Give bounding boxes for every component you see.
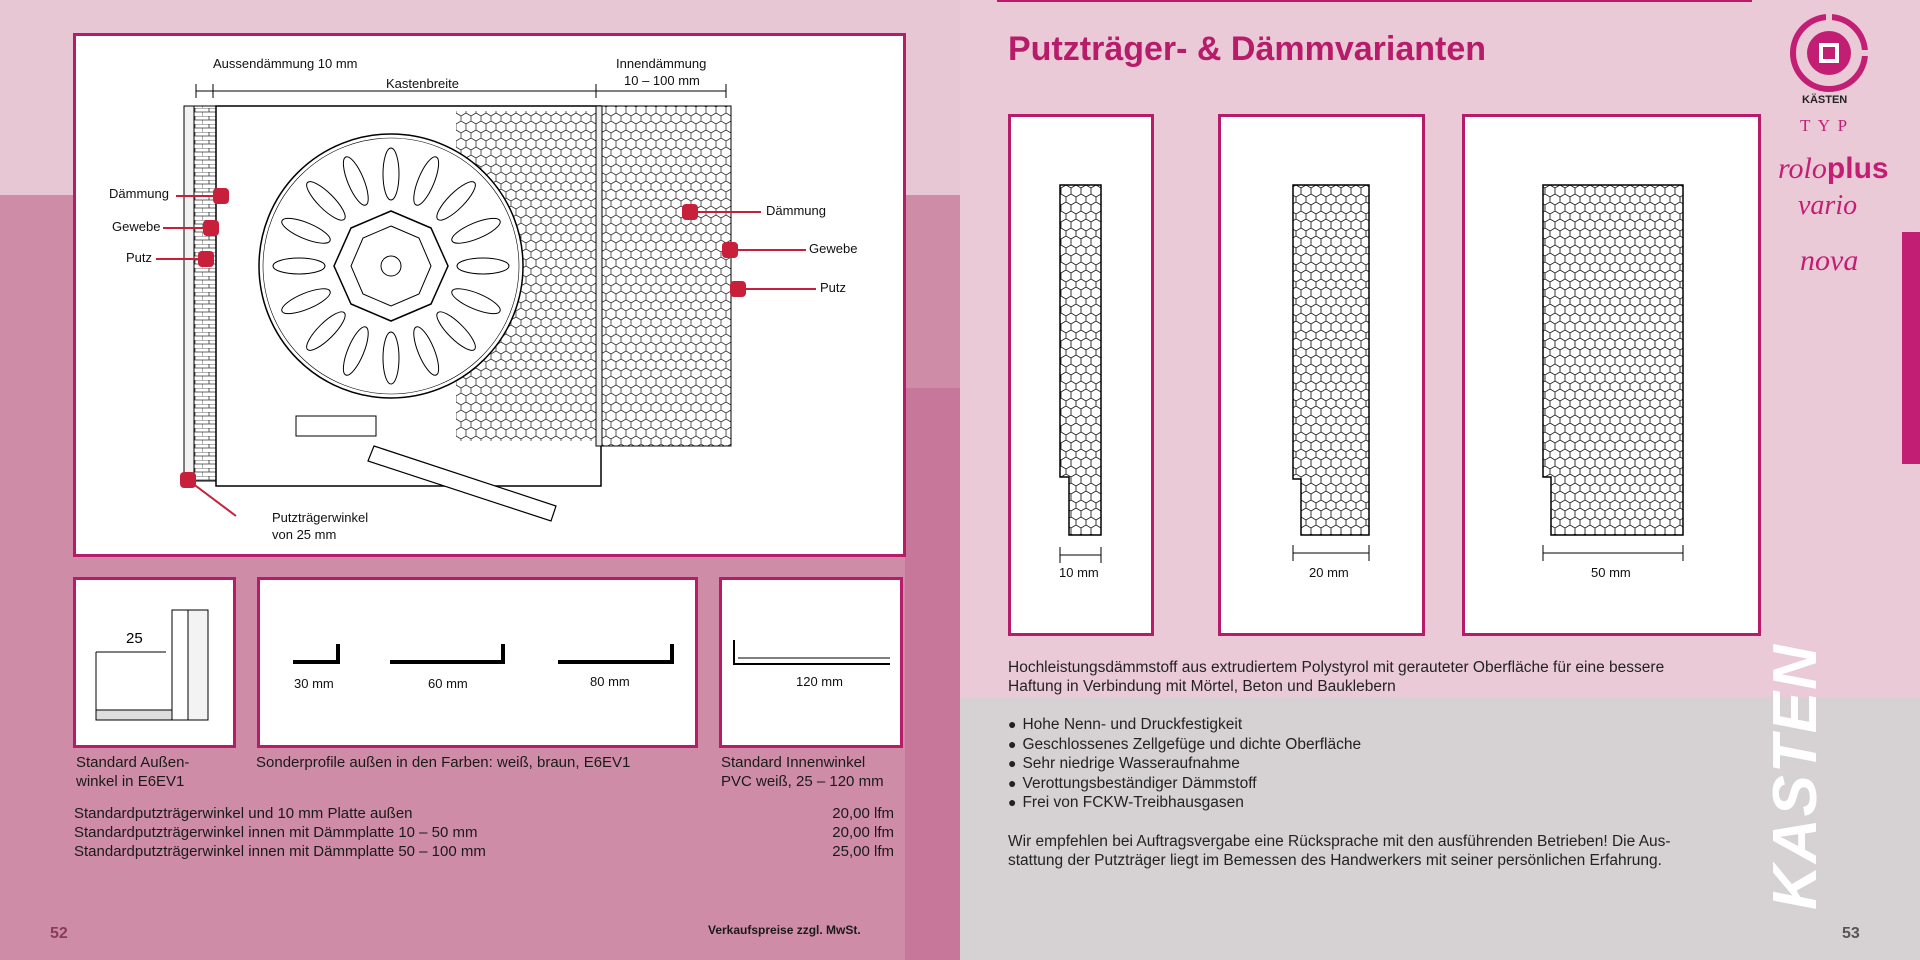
brand-vario: vario (1798, 190, 1858, 221)
variant-10mm-drawing (1011, 117, 1151, 633)
page-title: Putzträger- & Dämmvarianten (1008, 30, 1487, 68)
variant-10mm (1008, 114, 1154, 636)
feature-item: ● Geschlossenes Zellgefüge und dichte Oberfläche (1008, 735, 1361, 755)
sidebar-accent-bar (1902, 232, 1920, 464)
innen-dimension: 120 mm (796, 674, 843, 689)
roller-slot (383, 148, 399, 200)
feature-list (1008, 715, 1361, 813)
description-line2: Haftung in Verbindung mit Mörtel, Beton und Bauklebern (1008, 678, 1396, 695)
label-left-putz: Putz (126, 250, 153, 265)
variant-50mm-drawing (1465, 117, 1758, 633)
aussen-dimension: 25 (126, 630, 143, 647)
aussen-profile-drawing (76, 580, 233, 745)
label-putztraegerwinkel-size: von 25 mm (272, 527, 337, 542)
sonder-profiles-drawing (260, 580, 695, 745)
footer-note: Verkaufspreise zzgl. MwSt. (708, 923, 861, 937)
typ-label: T Y P (1800, 116, 1850, 135)
label-putztraegerwinkel: Putzträgerwinkel (272, 510, 369, 525)
cross-section-figure (73, 33, 906, 557)
sonder-size-80: 80 mm (590, 674, 630, 689)
label-innendaemmung: Innendämmung (616, 56, 707, 71)
price-label: Standardputzträgerwinkel und 10 mm Platte außen (74, 805, 413, 822)
kasten-logo-graphic (1786, 10, 1872, 96)
description-line1: Hochleistungsdämmstoff aus extrudiertem Polystyrol mit gerauteter Oberfläche für eine bessere (1008, 659, 1665, 676)
aussen-caption-line1: Standard Außen- (76, 754, 190, 771)
brand-nova: nova (1800, 244, 1859, 277)
recommendation-line1: Wir empfehlen bei Auftragsvergabe eine Rücksprache mit den ausführenden Betrieben! Die Aus- (1008, 833, 1671, 850)
price-row (74, 824, 894, 841)
label-right-putz: Putz (820, 280, 847, 295)
kasten-logo-icon (1786, 10, 1872, 96)
cross-section-drawing (76, 36, 903, 554)
price-label: Standardputzträgerwinkel innen mit Dämmplatte 50 – 100 mm (74, 843, 486, 860)
recommendation-line2: stattung der Putzträger liegt im Bemessen des Handwerkers mit seiner persönlichen Erfahrung. (1008, 852, 1662, 869)
feature-item: ● Frei von FCKW-Treibhausgasen (1008, 793, 1361, 813)
roller-slot (273, 258, 325, 274)
price-value: 20,00 lfm (832, 824, 894, 841)
label-kastenbreite: Kastenbreite (386, 76, 459, 91)
variant-20mm-drawing (1221, 117, 1422, 633)
sonder-caption: Sonderprofile außen in den Farben: weiß, braun, E6EV1 (256, 754, 631, 771)
label-left-daemmung: Dämmung (109, 186, 169, 201)
innen-caption-line2: PVC weiß, 25 – 120 mm (721, 773, 884, 790)
roller-slot (383, 332, 399, 384)
sonder-size-60: 60 mm (428, 676, 468, 691)
profile-standard-innen (719, 577, 903, 748)
vertical-kasten-text: KASTEN (1761, 643, 1830, 910)
variant-20mm (1218, 114, 1425, 636)
label-aussendaemmung: Aussendämmung 10 mm (213, 56, 358, 71)
top-rule (997, 0, 1752, 2)
innen-caption-line1: Standard Innenwinkel (721, 754, 866, 771)
profile-sonderprofile (257, 577, 698, 748)
feature-item: ● Verottungsbeständiger Dämmstoff (1008, 774, 1361, 794)
variant-50mm-label: 50 mm (1591, 565, 1631, 580)
profile-standard-aussen (73, 577, 236, 748)
logo-text: KÄSTEN (1802, 94, 1848, 106)
label-right-gewebe: Gewebe (809, 241, 858, 256)
feature-item: ● Sehr niedrige Wasseraufnahme (1008, 754, 1361, 774)
sonder-size-30: 30 mm (294, 676, 334, 691)
roller-slot (457, 258, 509, 274)
variant-10mm-label: 10 mm (1059, 565, 1099, 580)
variant-50mm (1462, 114, 1761, 636)
left-page-inner-band (905, 388, 960, 960)
brand-rolo: rolo (1778, 152, 1827, 185)
aussen-caption-line2: winkel in E6EV1 (76, 773, 185, 790)
price-row (74, 843, 894, 860)
label-innendaemmung-range: 10 – 100 mm (624, 73, 700, 88)
variant-20mm-label: 20 mm (1309, 565, 1349, 580)
price-row (74, 805, 894, 822)
price-value: 25,00 lfm (832, 843, 894, 860)
page-number-right: 53 (1842, 925, 1860, 942)
price-value: 20,00 lfm (832, 805, 894, 822)
label-right-daemmung: Dämmung (766, 203, 826, 218)
feature-item: ● Hohe Nenn- und Druckfestigkeit (1008, 715, 1361, 735)
brand-plus: plus (1826, 152, 1889, 185)
label-left-gewebe: Gewebe (112, 219, 161, 234)
price-label: Standardputzträgerwinkel innen mit Dämmplatte 10 – 50 mm (74, 824, 478, 841)
brand-roloplus (1778, 152, 1889, 186)
innen-profile-drawing (722, 580, 900, 745)
page-number-left: 52 (50, 925, 68, 942)
